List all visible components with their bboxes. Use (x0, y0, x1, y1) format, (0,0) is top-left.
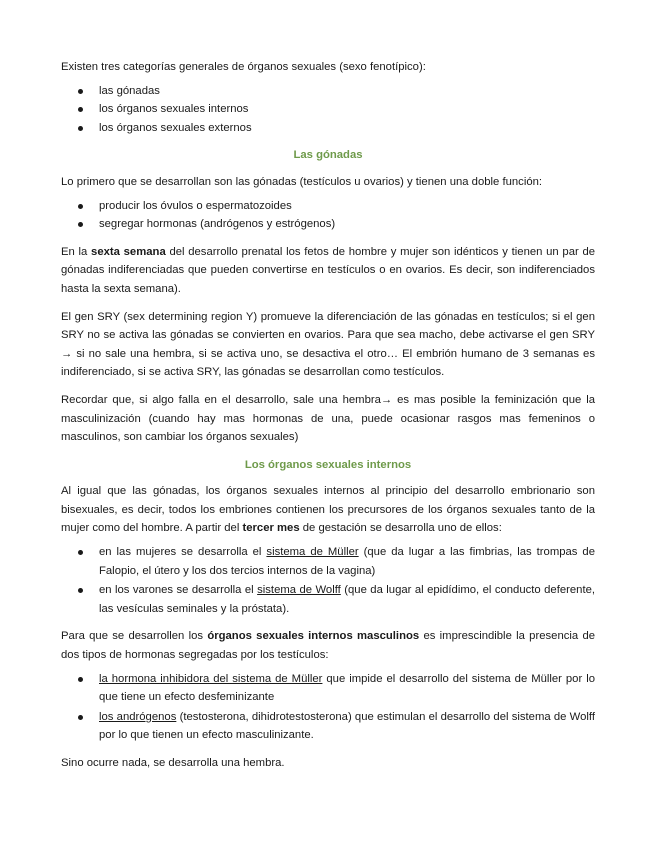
androgens-link: los andrógenos (99, 710, 177, 723)
list-item: en las mujeres se desarrolla el sistema de Müller (que da lugar a las fimbrias, las trompas de Falopio, el útero y los dos tercios internos de la vagina) (61, 543, 595, 580)
gonadas-lead: Lo primero que se desarrollan son las gónadas (testículos u ovarios) y tienen una doble función: (61, 175, 543, 188)
section-heading-internos: Los órganos sexuales internos (244, 458, 412, 471)
list-item: segregar hormonas (andrógenos y estrógenos) (61, 215, 595, 234)
systems-list (61, 543, 595, 618)
hormones-list (61, 670, 595, 745)
wolff-system-link: sistema de Wolff (257, 584, 341, 597)
sixth-week-emphasis: sexta semana (91, 245, 166, 258)
male-organs-emphasis: órganos sexuales internos masculinos (207, 630, 420, 643)
list-item: los órganos sexuales internos (61, 100, 595, 119)
hormones-paragraph: Para que se desarrollen los órganos sexuales internos masculinos es imprescindible la presencia de dos tipos de hormonas segregadas por los testículos: (61, 630, 596, 662)
list-item: los andrógenos (testosterona, dihidrotestosterona) que estimulan el desarrollo del sistema de Wolff por lo que tienen un efecto masculinizante. (61, 708, 595, 745)
sixth-week-paragraph: En la sexta semana del desarrollo prenatal los fetos de hombre y mujer son idénticos y tienen un par de gónadas indiferenciadas que pueden convertirse en testículos o en ovarios. Es decir, son indiferenciados hasta la sexta semana). (61, 245, 596, 295)
list-item: las gónadas (61, 82, 595, 101)
list-item: los órganos sexuales externos (61, 119, 595, 138)
functions-list (61, 197, 595, 234)
muller-system-link: sistema de Müller (266, 546, 359, 559)
bisexual-paragraph: Al igual que las gónadas, los órganos sexuales internos al principio del desarrollo embrionario son bisexuales, es decir, todos los embriones contienen los precursores de los órganos sexuales tanto de la mujer como del hombre. A partir del tercer mes de gestación se desarrolla uno de ellos: (61, 485, 595, 535)
remember-paragraph: Recordar que, si algo falla en el desarrollo, sale una hembra→ es mas posible la feminización que la masculinización (cuando hay mas hormonas de una, puede ocasionar rasgos mas femeninos o masculinos, son cambiar los órganos sexuales) (61, 393, 595, 444)
closing-paragraph: Sino ocurre nada, se desarrolla una hembra. (61, 757, 285, 769)
third-month-emphasis: tercer mes (242, 522, 300, 535)
section-heading-gonadas: Las gónadas (293, 149, 363, 162)
amh-hormone-link: la hormona inhibidora del sistema de Müller (99, 672, 323, 685)
list-item: producir los óvulos o espermatozoides (61, 197, 595, 216)
intro-paragraph: Existen tres categorías generales de órganos sexuales (sexo fenotípico): (61, 61, 426, 73)
sry-paragraph: El gen SRY (sex determining region Y) promueve la diferenciación de las gónadas en testículos; si el gen SRY no se activa las gónadas se convierten en ovarios. Para que sea macho, debe activarse el gen SRY → si no sale una hembra, si se activa uno, se desactiva el otro… El embrión humano de 3 semanas es indiferenciado, si se activa SRY, las gónadas se desarrollan como testículos. (61, 310, 595, 379)
arrow-icon: → (61, 347, 73, 360)
list-item: en los varones se desarrolla el sistema de Wolff (que da lugar al epidídimo, el conducto deferente, las vesículas seminales y la próstata). (61, 581, 595, 618)
list-item: la hormona inhibidora del sistema de Müller que impide el desarrollo del sistema de Müller por lo que tiene un efecto desfeminizante (61, 670, 595, 707)
categories-list (61, 82, 595, 138)
arrow-icon: → (380, 393, 393, 406)
